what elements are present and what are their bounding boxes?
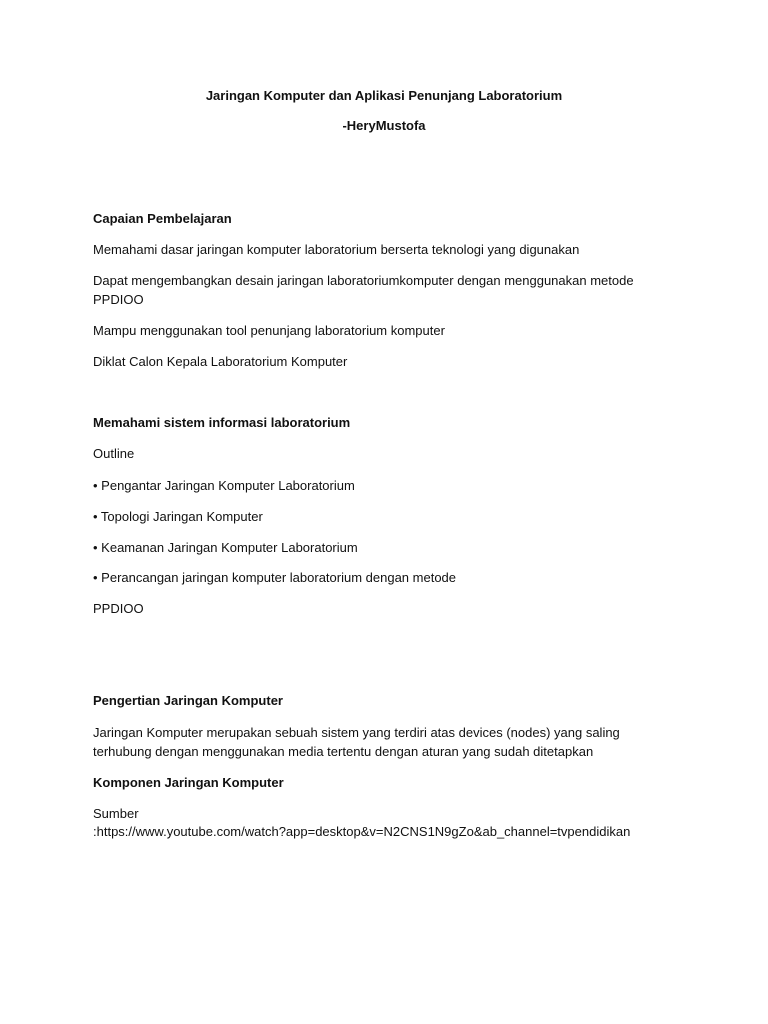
document-author: -HeryMustofa (342, 118, 426, 133)
heading-capaian-pembelajaran: Capaian Pembelajaran (93, 211, 232, 226)
capaian-paragraph-4: Diklat Calon Kepala Laboratorium Komputer (93, 354, 348, 369)
pengertian-line-2: terhubung dengan menggunakan media tertentu dengan aturan yang sudah ditetapkan (93, 744, 594, 759)
source-url: :https://www.youtube.com/watch?app=desktop&v=N2CNS1N9gZo&ab_channel=tvpendidikan (93, 824, 631, 839)
heading-komponen: Komponen Jaringan Komputer (93, 775, 284, 790)
capaian-paragraph-2-line-1: Dapat mengembangkan desain jaringan laboratoriumkomputer dengan menggunakan metode (93, 273, 634, 288)
capaian-paragraph-2-line-2: PPDIOO (93, 292, 144, 307)
outline-bullet-3: • Keamanan Jaringan Komputer Laboratorium (93, 540, 358, 555)
outline-trailing-text: PPDIOO (93, 601, 144, 616)
outline-bullet-2: • Topologi Jaringan Komputer (93, 509, 263, 524)
pengertian-line-1: Jaringan Komputer merupakan sebuah sistem yang terdiri atas devices (nodes) yang saling (93, 725, 620, 740)
outline-bullet-1: • Pengantar Jaringan Komputer Laboratorium (93, 478, 355, 493)
heading-sistem-informasi: Memahami sistem informasi laboratorium (93, 415, 351, 430)
capaian-paragraph-1: Memahami dasar jaringan komputer laboratorium berserta teknologi yang digunakan (93, 242, 580, 257)
outline-label: Outline (93, 446, 135, 461)
heading-pengertian: Pengertian Jaringan Komputer (93, 693, 283, 708)
outline-bullet-4: • Perancangan jaringan komputer laboratorium dengan metode (93, 570, 457, 585)
document-title: Jaringan Komputer dan Aplikasi Penunjang Laboratorium (205, 88, 563, 103)
source-label: Sumber (93, 806, 139, 821)
capaian-paragraph-3: Mampu menggunakan tool penunjang laboratorium komputer (93, 323, 445, 338)
